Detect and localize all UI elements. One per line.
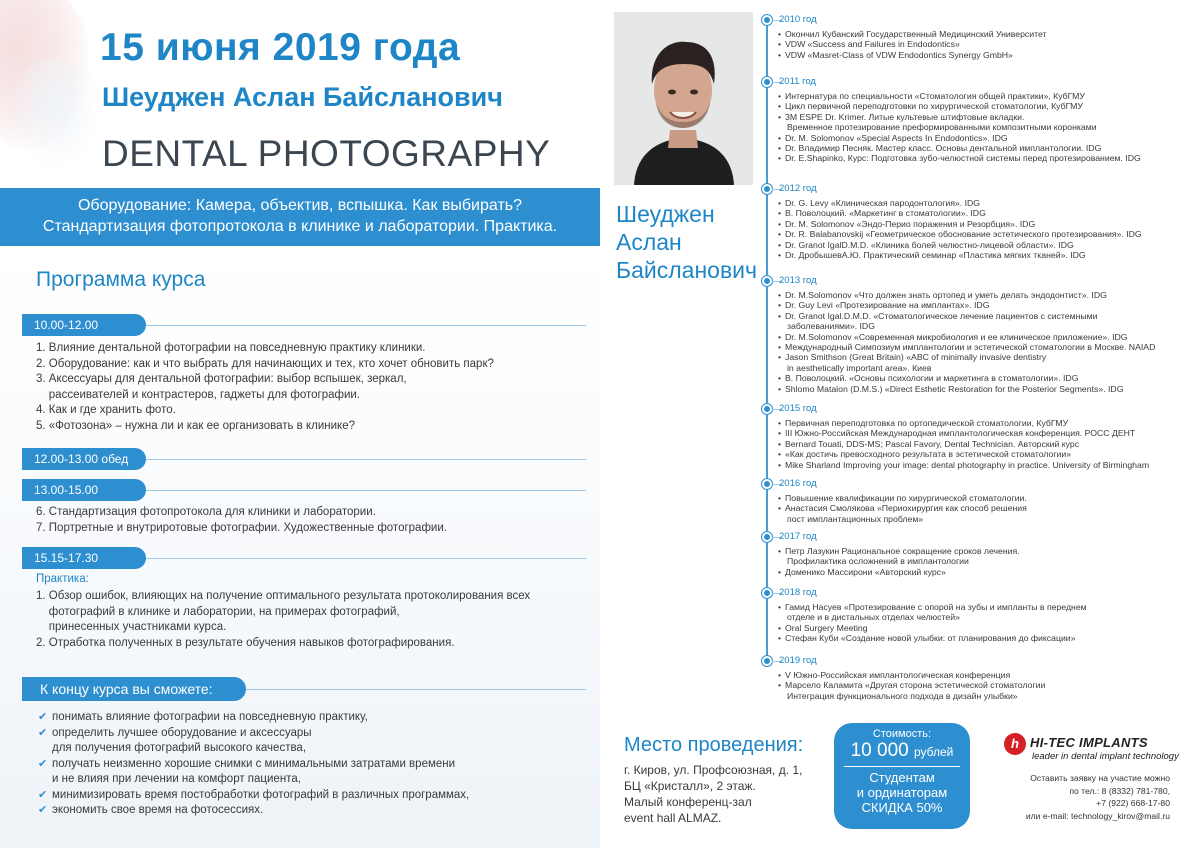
sponsor-contacts bbox=[1026, 772, 1170, 822]
venue-line: БЦ «Кристалл», 2 этаж. bbox=[624, 779, 756, 793]
timeline-entry: • Dr. M.Solomonov «Современная микробиология и ее клиническое приложение». IDG bbox=[778, 332, 1155, 342]
timeline-dot bbox=[762, 656, 772, 666]
timeline-entry: • Jason Smithson (Great Britain) «ABC of minimally invasive dentistry bbox=[778, 352, 1155, 362]
results-title: К концу курса вы сможете: bbox=[22, 677, 246, 701]
session-divider-2 bbox=[146, 459, 586, 460]
list-item: ✔ понимать влияние фотографии на повседневную практику, bbox=[38, 710, 469, 726]
timeline-entry: заболеваниями». IDG bbox=[787, 321, 875, 332]
timeline-dot bbox=[762, 532, 772, 542]
timeline-entries bbox=[778, 290, 1155, 394]
list-item: ✔ минимизировать время постобработки фотографий в различных программах, bbox=[38, 788, 469, 804]
timeline-year: 2011 год bbox=[779, 76, 816, 87]
timeline-entries bbox=[778, 493, 1027, 524]
timeline-entry: • Гамид Насуев «Протезирование с опорой на зубы и импланты в переднем bbox=[778, 602, 1087, 612]
timeline-entry: • Петр Лазукин Рациональное сокращение сроков лечения. bbox=[778, 546, 1020, 556]
discount-line: Студентам bbox=[869, 770, 935, 785]
timeline-entry: • «Как достичь превосходного результата в эстетической стоматологии» bbox=[778, 449, 1149, 459]
checkmark-icon: ✔ bbox=[38, 804, 48, 816]
timeline-entry: Временное протезирование преформированными композитными коронками bbox=[787, 122, 1097, 133]
timeline-entry: Интеграция функционального подхода в дизайн улыбки» bbox=[787, 690, 1018, 701]
timeline-entries bbox=[778, 198, 1142, 260]
price-label: Стоимость: bbox=[872, 728, 932, 740]
results-divider bbox=[246, 689, 586, 690]
timeline-dot bbox=[762, 404, 772, 414]
discount-line: и ординаторам bbox=[856, 785, 948, 800]
session-3-list bbox=[36, 589, 530, 651]
timeline-entry: • Dr. M. Solomonov «Special Aspects In Endodontics». IDG bbox=[778, 133, 1141, 143]
list-item: 7. Портретные и внутриротовые фотографии. Художественные фотографии. bbox=[36, 521, 447, 534]
timeline-entries bbox=[778, 418, 1149, 470]
sponsor-name: HI-TEC IMPLANTS bbox=[1030, 735, 1148, 750]
session-divider-4 bbox=[146, 558, 586, 559]
session-1-list bbox=[36, 341, 494, 434]
timeline-entry: • Повышение квалификации по хирургической стоматологии. bbox=[778, 493, 1027, 503]
checkmark-icon: ✔ bbox=[38, 788, 48, 801]
list-item: ✔ экономить свое время на фотосессиях. bbox=[38, 803, 469, 819]
timeline-entry: • Цикл первичной переподготовки по хирургической стоматологии, КубГМУ bbox=[778, 101, 1141, 111]
list-item: 3. Аксессуары для дентальной фотографии: выбор вспышек, зеркал, bbox=[36, 373, 407, 385]
price-box bbox=[834, 723, 970, 829]
timeline-entry: • Стефан Куби «Создание новой улыбки: от планирования до фиксации» bbox=[778, 633, 1087, 643]
teeth-decoration-highlight bbox=[10, 60, 100, 170]
speaker-photo bbox=[614, 12, 753, 185]
timeline-dot bbox=[762, 184, 772, 194]
timeline-entry: • Dr. M.Solomonov «Что должен знать ортопед и уметь делать эндодонтист». IDG bbox=[778, 290, 1155, 300]
timeline-entries bbox=[778, 546, 1020, 577]
timeline-axis bbox=[766, 22, 768, 662]
timeline-entry: • Dr. Guy Levi «Протезирование на имплантах». IDG bbox=[778, 300, 1155, 310]
timeline-entry: • Dr. E.Shapinko, Курс: Подготовка зубо-челюстной системы перед протезированием. IDG bbox=[778, 153, 1141, 163]
session-divider-3 bbox=[146, 490, 586, 491]
timeline-entry: • VDW «Success and Failures in Endodontics» bbox=[778, 39, 1047, 49]
timeline-entry: • Международный Симпозиум имплантологии и эстетической стоматологии в Москве. NAIAD bbox=[778, 342, 1155, 352]
session-divider-1 bbox=[146, 325, 586, 326]
topic-line-1: Оборудование: Камера, объектив, вспышка. Как выбирать? bbox=[77, 197, 522, 214]
timeline-dot bbox=[762, 276, 772, 286]
timeline-year: 2013 год bbox=[779, 275, 817, 286]
list-item: 6. Стандартизация фотопротокола для клиники и лаборатории. bbox=[36, 506, 376, 518]
timeline-entry: отделе и в дистальных отделах челюстей» bbox=[787, 612, 960, 623]
event-date: 15 июня 2019 года bbox=[100, 26, 461, 69]
timeline-entry: • V Южно-Российская имплантологическая конференция bbox=[778, 670, 1045, 680]
course-title: DENTAL PHOTOGRAPHY bbox=[102, 133, 551, 174]
timeline-year: 2016 год bbox=[779, 478, 817, 489]
timeline-entries bbox=[778, 670, 1045, 701]
timeline-entry: • Oral Surgery Meeting bbox=[778, 623, 1087, 633]
timeline-entry: • Bernard Touati, DDS-MS; Pascal Favory, Dental Technician. Авторский курс bbox=[778, 439, 1149, 449]
program-title: Программа курса bbox=[36, 268, 206, 291]
list-item: 2. Оборудование: как и что выбрать для начинающих и тех, кто хочет обновить парк? bbox=[36, 357, 494, 370]
session-time-3: 15.15-17.30 bbox=[22, 547, 146, 569]
speaker-name bbox=[616, 200, 757, 284]
timeline-year: 2015 год bbox=[779, 403, 817, 414]
list-item: ✔ получать неизменно хорошие снимки с минимальными затратами времени bbox=[38, 757, 469, 773]
timeline-year: 2018 год bbox=[779, 587, 817, 598]
session-2-list bbox=[36, 505, 447, 536]
list-item: 5. «Фотозона» – нужна ли и как ее организовать в клинике? bbox=[36, 419, 355, 432]
list-item: принесенных участниками курса. bbox=[36, 621, 227, 633]
timeline-entry: • 3M ESPE Dr. Krimer. Литые культевые штифтовые вкладки. bbox=[778, 112, 1141, 122]
venue-title: Место проведения: bbox=[624, 734, 804, 756]
timeline-year: 2012 год bbox=[779, 183, 817, 194]
timeline-entry: • Марсело Каламита «Другая сторона эстетической стоматологии bbox=[778, 680, 1045, 690]
timeline-entry: • VDW «Masret-Class of VDW Endodontics Synergy GmbH» bbox=[778, 50, 1047, 60]
contact-line: или e-mail: technology_kirov@mail.ru bbox=[1025, 810, 1170, 821]
timeline-entry: • Dr. M. Solomonov «Эндо-Перио поражения и Резорбция». IDG bbox=[778, 219, 1142, 229]
timeline-entry: • III Южно-Российская Международная имплантологическая конференция. РОСС ДЕНТ bbox=[778, 428, 1149, 438]
list-item: ✔ определить лучшее оборудование и аксессуары bbox=[38, 726, 469, 742]
timeline-entries bbox=[778, 91, 1141, 164]
price-divider bbox=[844, 766, 960, 767]
timeline-year: 2019 год bbox=[779, 655, 817, 666]
list-item: рассеивателей и контрастеров, гаджеты для фотографии. bbox=[36, 388, 361, 401]
contact-line: по тел.: 8 (8332) 781-780, bbox=[1069, 785, 1170, 796]
discount-line: СКИДКА 50% bbox=[861, 800, 943, 815]
list-item: 2. Отработка полученных в результате обучения навыков фотографирования. bbox=[36, 636, 455, 649]
timeline-entry: • Dr. G. Levy «Клиническая пародонтология». IDG bbox=[778, 198, 1142, 208]
sponsor-tagline: leader in dental implant technology bbox=[1032, 751, 1179, 762]
speaker-name-line: Шеуджен bbox=[616, 201, 715, 227]
speaker-name-line: Аслан bbox=[616, 229, 682, 255]
timeline-entries bbox=[778, 29, 1047, 60]
list-item: 1. Обзор ошибок, влияющих на получение оптимального результата протоколирования всех bbox=[36, 590, 531, 602]
session-time-2: 13.00-15.00 bbox=[22, 479, 146, 501]
timeline-entries bbox=[778, 602, 1087, 644]
timeline-entry: • Mike Sharland Improving your image: dental photography in practice. University of Birmingham bbox=[778, 460, 1149, 470]
timeline-entry: • Dr. Granot Igal.D.M.D. «Стоматологическое лечение пациентов с системными bbox=[778, 311, 1155, 321]
timeline-entry: • Dr. R. Balabanovskij «Геометрическое обоснование эстетического протезирования». IDG bbox=[778, 229, 1142, 239]
timeline-dot bbox=[762, 15, 772, 25]
timeline-dot bbox=[762, 77, 772, 87]
timeline-entry: • Доменико Массирони «Авторский курс» bbox=[778, 567, 1020, 577]
topic-line-2: Стандартизация фотопротокола в клинике и лаборатории. Практика. bbox=[42, 218, 558, 235]
checkmark-icon: ✔ bbox=[38, 711, 48, 723]
timeline-year: 2017 год bbox=[779, 531, 817, 542]
timeline-entry: • В. Поволоцкий. «Маркетинг в стоматологии». IDG bbox=[778, 208, 1142, 218]
timeline-dot bbox=[762, 479, 772, 489]
price-value: 10 000 рублей bbox=[850, 740, 954, 761]
topic-band bbox=[0, 188, 600, 246]
session-time-1: 10.00-12.00 bbox=[22, 314, 146, 336]
checkmark-icon: ✔ bbox=[38, 726, 48, 739]
list-item: 4. Как и где хранить фото. bbox=[36, 404, 176, 416]
right-page bbox=[600, 0, 1200, 848]
timeline-dot bbox=[762, 588, 772, 598]
venue-line: Малый конференц-зал bbox=[624, 795, 752, 809]
venue-address bbox=[624, 762, 802, 826]
contact-line: Оставить заявку на участие можно bbox=[1030, 773, 1170, 783]
contact-line: +7 (922) 668-17-80 bbox=[1096, 798, 1170, 808]
list-item: и не влияя при лечении на комфорт пациента, bbox=[52, 773, 301, 785]
timeline-entry: • Первичная переподготовка по ортопедической стоматологии, КубГМУ bbox=[778, 418, 1149, 428]
venue-line: г. Киров, ул. Профсоюзная, д. 1, bbox=[624, 763, 803, 777]
speaker-portrait-illustration bbox=[614, 12, 753, 185]
speaker-name-line: Байсланович bbox=[616, 257, 757, 283]
timeline-entry: • Окончил Кубанский Государственный Медицинский Университет bbox=[778, 29, 1047, 39]
timeline-entry: • Shlomo Matalon (D.M.S.) «Direct Esthetic Restoration for the Posterior Segments». IDG bbox=[778, 384, 1155, 394]
checkmark-icon: ✔ bbox=[38, 757, 48, 770]
timeline-entry: пост имплантационных проблем» bbox=[787, 513, 924, 524]
results-list bbox=[38, 710, 469, 819]
list-item: 1. Влияние дентальной фотографии на повседневную практику клиники. bbox=[36, 342, 426, 354]
timeline-entry: Профилактика осложнений в имплантологии bbox=[787, 556, 969, 567]
practice-label: Практика: bbox=[36, 573, 89, 585]
session-time-lunch: 12.00-13.00 обед bbox=[22, 448, 146, 470]
timeline-entry: • Анастасия Смолякова «Периохирургия как способ решения bbox=[778, 503, 1027, 513]
timeline-entry: • Интернатура по специальности «Стоматология общей практики», КубГМУ bbox=[778, 91, 1141, 101]
list-item: фотографий в клинике и лаборатории, на примерах фотографий, bbox=[36, 605, 400, 618]
timeline-year: 2010 год bbox=[779, 14, 817, 25]
timeline-entry: • Dr. Владимир Песняк. Мастер класс. Основы дентальной имплантологии. IDG bbox=[778, 143, 1141, 153]
venue-line: event hall ALMAZ. bbox=[624, 811, 722, 825]
timeline-entry: • В. Поволоцкий. «Основы психологии и маркетинга в стоматологии». IDG bbox=[778, 373, 1155, 383]
lecturer-name: Шеуджен Аслан Байсланович bbox=[102, 82, 503, 112]
timeline-entry: • Dr. ДробышевА.Ю. Практический семинар «Пластика мягких тканей». IDG bbox=[778, 250, 1142, 260]
list-item: для получения фотографий высокого качества, bbox=[52, 742, 307, 754]
hitec-logo-icon: h bbox=[1004, 733, 1026, 755]
timeline-entry: in aesthetically important area». Киев bbox=[787, 362, 932, 373]
timeline-entry: • Dr. Granot IgalD.M.D. «Клиника болей челюстно-лицевой области». IDG bbox=[778, 240, 1142, 250]
